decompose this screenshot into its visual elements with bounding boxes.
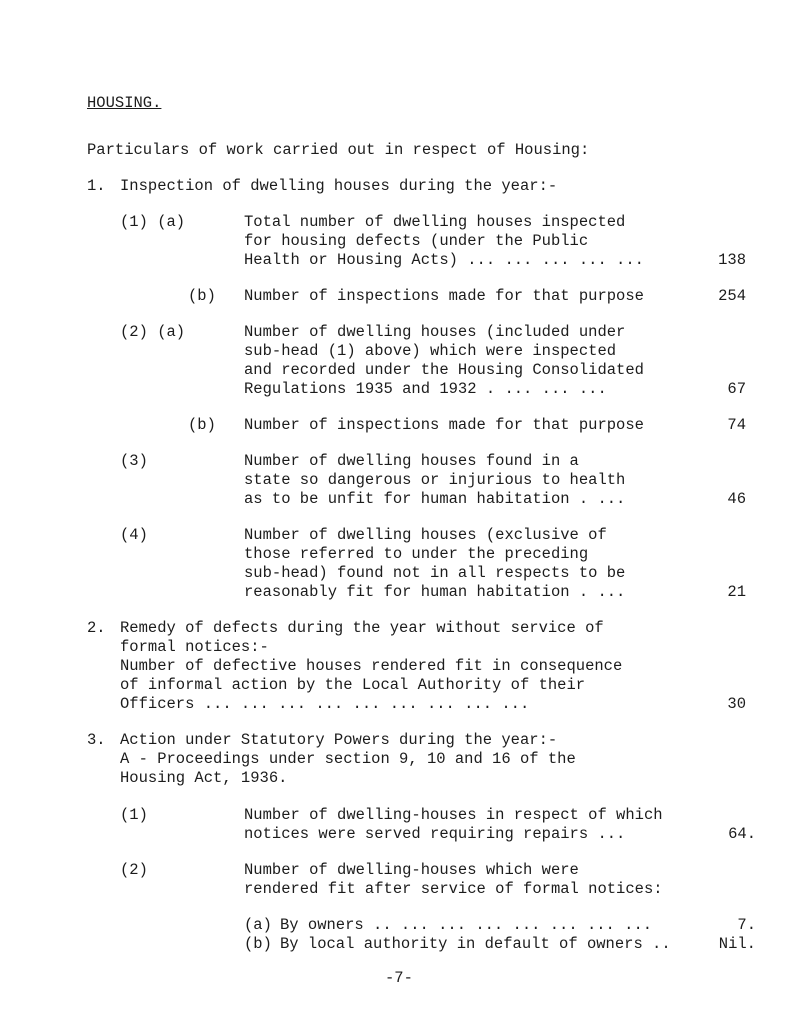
section-3-item-1-label: (1): [120, 806, 148, 824]
item-3-line-1: Number of dwelling houses found in a: [244, 452, 579, 470]
section-3-item-2a-value: 7.: [737, 916, 756, 934]
item-1b-label: (b): [188, 287, 216, 305]
section-3-item-2b-value: Nil.: [718, 935, 756, 953]
item-3-value: 46: [727, 490, 746, 508]
section-3-item-2-label: (2): [120, 861, 148, 879]
section-1-title: Inspection of dwelling houses during the year:-: [120, 177, 558, 195]
section-2-line-3: Number of defective houses rendered fit in consequence: [120, 657, 623, 675]
item-4-line-2: those referred to under the preceding: [244, 545, 589, 563]
item-4-line-1: Number of dwelling houses (exclusive of: [244, 526, 607, 544]
item-2a-value: 67: [727, 380, 746, 398]
item-2b-label: (b): [188, 416, 216, 434]
item-1a-line-1: Total number of dwelling houses inspected: [244, 213, 626, 231]
section-2-line-2: formal notices:-: [120, 638, 269, 656]
item-1a-value: 138: [718, 251, 746, 269]
section-3-item-2b-text: By local authority in default of owners ..: [280, 935, 671, 953]
section-3-line-1: Action under Statutory Powers during the year:-: [120, 731, 558, 749]
item-2a-line-2: sub-head (1) above) which were inspected: [244, 342, 617, 360]
item-1b-value: 254: [718, 287, 746, 305]
item-3-label: (3): [120, 452, 148, 470]
section-3-item-2a-label: (a): [244, 916, 272, 934]
item-1a-label: (1) (a): [120, 213, 186, 231]
item-4-line-4: reasonably fit for human habitation . ...: [244, 583, 626, 601]
intro: Particulars of work carried out in respect of Housing:: [87, 141, 590, 159]
item-1a-line-2: for housing defects (under the Public: [244, 232, 589, 250]
section-3-item-2-line-1: Number of dwelling-houses which were: [244, 861, 579, 879]
item-2b-text: Number of inspections made for that purpose: [244, 416, 644, 434]
item-3-line-3: as to be unfit for human habitation . ...: [244, 490, 626, 508]
section-3-item-1-line-2: notices were served requiring repairs ...: [244, 825, 626, 843]
item-1a-line-3: Health or Housing Acts) ... ... ... ... ...: [244, 251, 644, 269]
item-2a-line-1: Number of dwelling houses (included under: [244, 323, 626, 341]
item-2a-line-3: and recorded under the Housing Consolidated: [244, 361, 644, 379]
section-2-number: 2.: [87, 619, 106, 637]
section-3-number: 3.: [87, 731, 106, 749]
section-3-line-3: Housing Act, 1936.: [120, 769, 288, 787]
section-3-item-1-value: 64.: [728, 825, 756, 843]
item-2b-value: 74: [727, 416, 746, 434]
section-3-item-2a-text: By owners .. ... ... ... ... ... ... ...: [280, 916, 653, 934]
section-2-value: 30: [727, 695, 746, 713]
heading: HOUSING.: [87, 94, 162, 112]
section-3-item-2-line-2: rendered fit after service of formal notices:: [244, 880, 663, 898]
section-2-line-4: of informal action by the Local Authority of their: [120, 676, 586, 694]
section-2-line-1: Remedy of defects during the year without service of: [120, 619, 604, 637]
item-4-label: (4): [120, 526, 148, 544]
section-2-line-5: Officers ... ... ... ... ... ... ... ... ...: [120, 695, 530, 713]
section-3-item-1-line-1: Number of dwelling-houses in respect of which: [244, 806, 663, 824]
item-2a-label: (2) (a): [120, 323, 186, 341]
page-number: -7-: [385, 969, 413, 987]
item-4-line-3: sub-head) found not in all respects to be: [244, 564, 626, 582]
item-2a-line-4: Regulations 1935 and 1932 . ... ... ...: [244, 380, 607, 398]
item-4-value: 21: [727, 583, 746, 601]
section-3-item-2b-label: (b): [244, 935, 272, 953]
section-3-line-2: A - Proceedings under section 9, 10 and 16 of the: [120, 750, 576, 768]
item-3-line-2: state so dangerous or injurious to health: [244, 471, 626, 489]
item-1b-text: Number of inspections made for that purpose: [244, 287, 644, 305]
section-1-number: 1.: [87, 177, 106, 195]
